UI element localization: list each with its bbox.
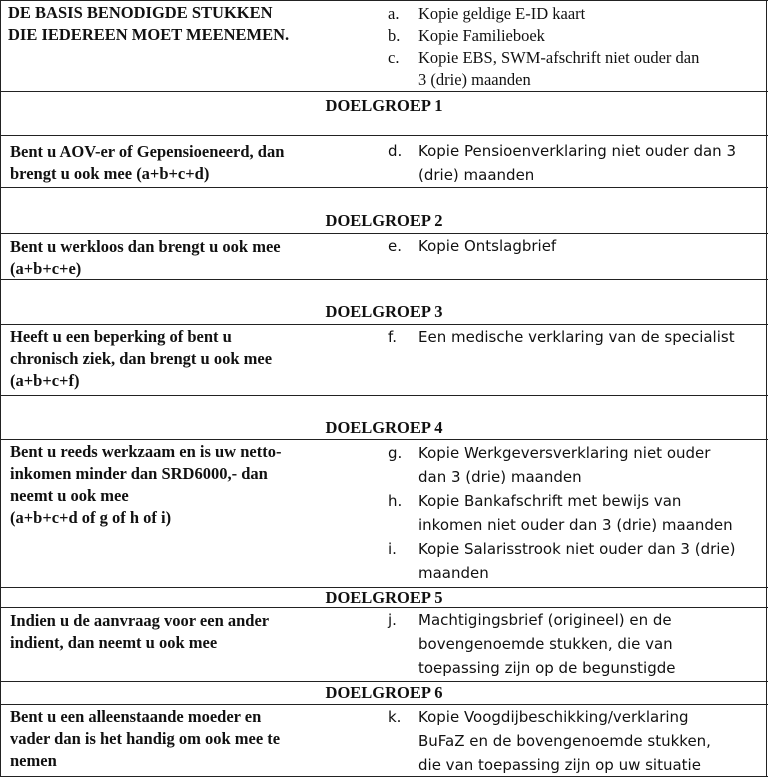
basis-left-cell: DE BASIS BENODIGDE STUKKEN DIE IEDEREEN MOET MEENEMEN.	[8, 3, 290, 44]
list-item: b. Kopie Familieboek	[388, 26, 545, 45]
group-condition-cell: Bent u AOV-er of Gepensioeneerd, dan brengt u ook mee (a+b+c+d)	[10, 142, 285, 183]
group-items-cell	[388, 234, 764, 258]
list-item: d. Kopie Pensioenverklaring niet ouder dan 3 (drie) maanden	[388, 142, 736, 184]
section-heading: DOELGROEP 3	[325, 302, 443, 321]
section-heading: DOELGROEP 4	[325, 418, 443, 437]
list-item: e. Kopie Ontslagbrief	[388, 237, 557, 255]
section-heading: DOELGROEP 6	[325, 683, 443, 702]
section-heading: DOELGROEP 1	[325, 96, 443, 115]
table-border-top	[0, 0, 768, 1]
table-divider	[0, 439, 768, 440]
table-divider	[0, 187, 768, 188]
group-condition-cell: Heeft u een beperking of bent u chronisch ziek, dan brengt u ook mee (a+b+c+f)	[10, 327, 273, 390]
group-condition-cell: Bent u reeds werkzaam en is uw netto- inkomen minder dan SRD6000,- dan neemt u ook mee (a+b+c+d of g of h of i)	[10, 442, 282, 527]
group-condition-cell: Bent u een alleenstaande moeder en vader dan is het handig om ook mee te nemen	[10, 707, 281, 770]
group-condition-cell: Indien u de aanvraag voor een ander indient, dan neemt u ook mee	[10, 611, 270, 652]
group-items-cell	[388, 139, 764, 187]
list-item: g. Kopie Werkgeversverklaring niet ouder dan 3 (drie) maanden	[388, 444, 711, 486]
list-item: f. Een medische verklaring van de specialist	[388, 328, 735, 346]
table-border-right	[766, 0, 767, 777]
table-divider	[0, 135, 768, 136]
basis-items-cell	[388, 3, 766, 91]
list-item: c. Kopie EBS, SWM-afschrift niet ouder dan 3 (drie) maanden	[388, 48, 700, 89]
list-item: j. Machtigingsbrief (origineel) en de bovengenoemde stukken, die van toepassing zijn op de begunstigde	[388, 611, 676, 677]
group-condition-cell: Bent u werkloos dan brengt u ook mee (a+b+c+e)	[10, 237, 281, 278]
group-items-cell	[388, 705, 764, 777]
group-items-cell	[388, 608, 764, 680]
list-item: i. Kopie Salarisstrook niet ouder dan 3 (drie) maanden	[388, 540, 736, 582]
section-heading: DOELGROEP 2	[325, 211, 443, 230]
list-item: a. Kopie geldige E-ID kaart	[388, 4, 586, 23]
list-item: h. Kopie Bankafschrift met bewijs van inkomen niet ouder dan 3 (drie) maanden	[388, 492, 733, 534]
list-item: k. Kopie Voogdijbeschikking/verklaring BuFaZ en de bovengenoemde stukken, die van toepassing zijn op uw situatie	[388, 708, 711, 774]
section-heading: DOELGROEP 5	[325, 588, 443, 607]
table-divider	[0, 395, 768, 396]
table-divider	[0, 681, 768, 682]
group-items-cell	[388, 325, 764, 349]
table-divider	[0, 91, 768, 92]
table-border-left	[0, 0, 1, 777]
group-items-cell	[388, 441, 764, 585]
